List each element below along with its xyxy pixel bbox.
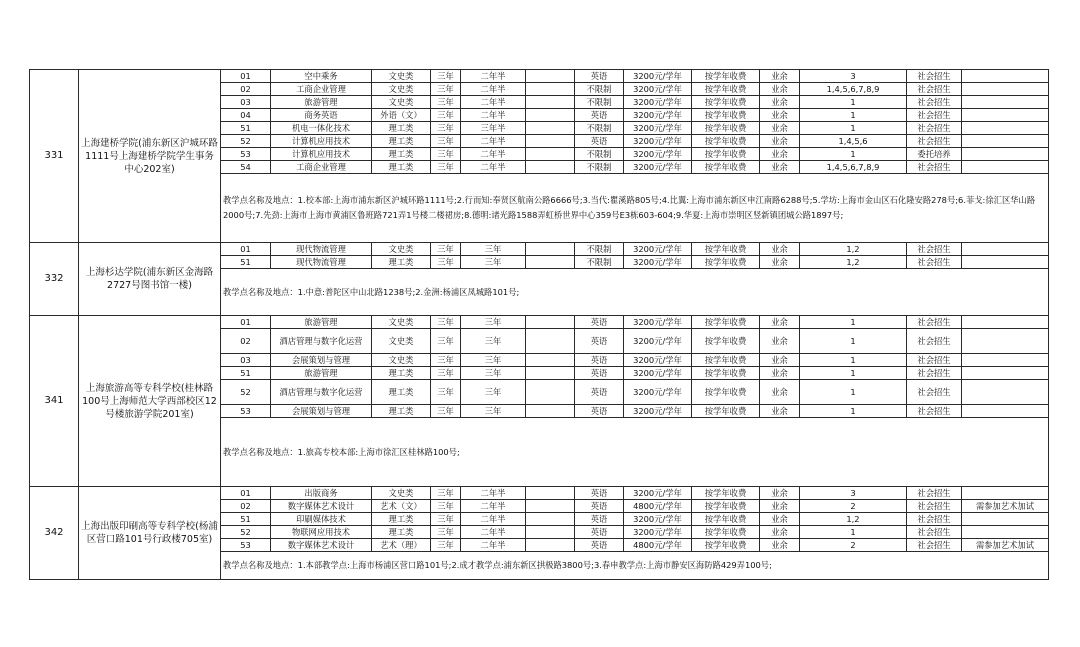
remark [962, 148, 1049, 161]
remark [962, 256, 1049, 269]
program-no: 53 [221, 148, 271, 161]
remark [962, 526, 1049, 539]
major-name: 机电一体化技术 [271, 122, 372, 135]
tuition: 3200元/学年 [624, 148, 692, 161]
program-row [30, 243, 1049, 256]
fee-mode: 按学年收费 [692, 96, 760, 109]
program-no: 03 [221, 96, 271, 109]
tuition: 3200元/学年 [624, 70, 692, 83]
fee-mode: 按学年收费 [692, 83, 760, 96]
fee-mode: 按学年收费 [692, 367, 760, 380]
program-no: 54 [221, 161, 271, 174]
enroll-type: 社会招生 [907, 526, 962, 539]
subject-category: 理工类 [372, 135, 431, 148]
study-form: 业余 [760, 500, 800, 513]
study-length: 三年 [461, 329, 526, 354]
tuition: 3200元/学年 [624, 243, 692, 256]
language: 不限制 [575, 148, 624, 161]
tuition: 3200元/学年 [624, 380, 692, 405]
blank-cell [526, 148, 575, 161]
blank-cell [526, 135, 575, 148]
language: 英语 [575, 109, 624, 122]
fee-mode: 按学年收费 [692, 500, 760, 513]
study-length: 三年 [461, 380, 526, 405]
study-form: 业余 [760, 148, 800, 161]
study-length: 二年半 [461, 109, 526, 122]
language: 不限制 [575, 96, 624, 109]
study-form: 业余 [760, 354, 800, 367]
remark [962, 96, 1049, 109]
major-name: 数字媒体艺术设计 [271, 500, 372, 513]
teaching-site: 1 [800, 148, 907, 161]
blank-cell [526, 83, 575, 96]
subject-category: 文史类 [372, 83, 431, 96]
tuition: 3200元/学年 [624, 161, 692, 174]
duration: 三年 [431, 109, 461, 122]
remark [962, 405, 1049, 418]
study-form: 业余 [760, 161, 800, 174]
teaching-site: 3 [800, 70, 907, 83]
teaching-site: 2 [800, 500, 907, 513]
duration: 三年 [431, 135, 461, 148]
enroll-type: 社会招生 [907, 316, 962, 329]
remark [962, 329, 1049, 354]
school-code: 332 [30, 243, 79, 316]
tuition: 3200元/学年 [624, 135, 692, 148]
enroll-type: 社会招生 [907, 243, 962, 256]
language: 不限制 [575, 83, 624, 96]
study-form: 业余 [760, 526, 800, 539]
major-name: 工商企业管理 [271, 83, 372, 96]
remark [962, 135, 1049, 148]
study-length: 二年半 [461, 513, 526, 526]
major-name: 会展策划与管理 [271, 405, 372, 418]
subject-category: 文史类 [372, 70, 431, 83]
school-code: 341 [30, 316, 79, 487]
fee-mode: 按学年收费 [692, 256, 760, 269]
fee-mode: 按学年收费 [692, 243, 760, 256]
major-name: 酒店管理与数字化运营 [271, 380, 372, 405]
study-length: 三年 [461, 367, 526, 380]
school-name: 上海建桥学院(浦东新区沪城环路1111号上海建桥学院学生事务中心202室) [79, 70, 221, 243]
language: 英语 [575, 539, 624, 552]
teaching-site: 3 [800, 487, 907, 500]
fee-mode: 按学年收费 [692, 526, 760, 539]
tuition: 3200元/学年 [624, 83, 692, 96]
subject-category: 外语（文） [372, 109, 431, 122]
enroll-type: 委托培养 [907, 148, 962, 161]
subject-category: 理工类 [372, 148, 431, 161]
subject-category: 文史类 [372, 354, 431, 367]
study-form: 业余 [760, 513, 800, 526]
subject-category: 文史类 [372, 96, 431, 109]
language: 英语 [575, 367, 624, 380]
program-no: 03 [221, 354, 271, 367]
blank-cell [526, 354, 575, 367]
language: 不限制 [575, 243, 624, 256]
enroll-type: 社会招生 [907, 83, 962, 96]
study-form: 业余 [760, 109, 800, 122]
study-form: 业余 [760, 367, 800, 380]
language: 英语 [575, 354, 624, 367]
tuition: 3200元/学年 [624, 405, 692, 418]
language: 英语 [575, 135, 624, 148]
study-form: 业余 [760, 96, 800, 109]
study-form: 业余 [760, 539, 800, 552]
blank-cell [526, 539, 575, 552]
blank-cell [526, 316, 575, 329]
language: 英语 [575, 500, 624, 513]
remark [962, 83, 1049, 96]
teaching-sites-note: 教学点名称及地点：1.旅高专校本部:上海市徐汇区桂林路100号; [221, 418, 1049, 487]
study-length: 二年半 [461, 500, 526, 513]
duration: 三年 [431, 539, 461, 552]
program-no: 53 [221, 405, 271, 418]
tuition: 3200元/学年 [624, 256, 692, 269]
subject-category: 理工类 [372, 122, 431, 135]
program-no: 51 [221, 367, 271, 380]
program-no: 02 [221, 329, 271, 354]
study-form: 业余 [760, 405, 800, 418]
program-no: 51 [221, 256, 271, 269]
blank-cell [526, 329, 575, 354]
major-name: 旅游管理 [271, 367, 372, 380]
remark [962, 513, 1049, 526]
subject-category: 理工类 [372, 161, 431, 174]
teaching-sites-note: 教学点名称及地点：1.本部教学点:上海市杨浦区营口路101号;2.成才教学点:浦东新区拱极路3800号;3.春申教学点:上海市静安区海防路429弄100号; [221, 552, 1049, 580]
study-length: 二年半 [461, 83, 526, 96]
program-no: 02 [221, 500, 271, 513]
program-no: 02 [221, 83, 271, 96]
blank-cell [526, 367, 575, 380]
blank-cell [526, 256, 575, 269]
fee-mode: 按学年收费 [692, 405, 760, 418]
program-no: 51 [221, 513, 271, 526]
tuition: 3200元/学年 [624, 354, 692, 367]
enroll-type: 社会招生 [907, 122, 962, 135]
remark: 需参加艺术加试 [962, 539, 1049, 552]
study-length: 三年 [461, 256, 526, 269]
duration: 三年 [431, 83, 461, 96]
fee-mode: 按学年收费 [692, 539, 760, 552]
school-name: 上海旅游高等专科学校(桂林路100号上海师范大学西部校区12号楼旅游学院201室) [79, 316, 221, 487]
duration: 三年 [431, 367, 461, 380]
teaching-sites-note: 教学点名称及地点：1.中意:普陀区中山北路1238号;2.金洲:杨浦区凤城路101号; [221, 269, 1049, 316]
program-no: 52 [221, 380, 271, 405]
duration: 三年 [431, 487, 461, 500]
language: 英语 [575, 487, 624, 500]
major-name: 数字媒体艺术设计 [271, 539, 372, 552]
duration: 三年 [431, 329, 461, 354]
major-name: 现代物流管理 [271, 243, 372, 256]
subject-category: 理工类 [372, 526, 431, 539]
duration: 三年 [431, 316, 461, 329]
fee-mode: 按学年收费 [692, 354, 760, 367]
school-code: 331 [30, 70, 79, 243]
blank-cell [526, 487, 575, 500]
subject-category: 理工类 [372, 367, 431, 380]
enroll-type: 社会招生 [907, 70, 962, 83]
teaching-site: 1,4,5,6 [800, 135, 907, 148]
major-name: 酒店管理与数字化运营 [271, 329, 372, 354]
major-name: 现代物流管理 [271, 256, 372, 269]
teaching-sites-note: 教学点名称及地点：1.校本部:上海市浦东新区沪城环路1111号;2.行而知:奉贤区航南公路6666号;3.当代:瞿溪路805号;4.比翼:上海市浦东新区申江南路6288号;5.学坊:上海市金山区石化隆安路278号;6.菲戈:徐汇区华山路2000号;7.先劲:上海市上海市黄浦区鲁班路721弄1号楼二楼裙房;8.德明:诸光路1588弄虹桥世界中心359号E3栋603-604;9.华夏:上海市崇明区竖新镇团城公路1897号; [221, 174, 1049, 243]
duration: 三年 [431, 256, 461, 269]
study-length: 二年半 [461, 539, 526, 552]
subject-category: 艺术（文） [372, 500, 431, 513]
subject-category: 理工类 [372, 405, 431, 418]
program-no: 52 [221, 526, 271, 539]
fee-mode: 按学年收费 [692, 109, 760, 122]
fee-mode: 按学年收费 [692, 161, 760, 174]
enroll-type: 社会招生 [907, 161, 962, 174]
enroll-type: 社会招生 [907, 367, 962, 380]
subject-category: 文史类 [372, 243, 431, 256]
fee-mode: 按学年收费 [692, 122, 760, 135]
teaching-site: 1 [800, 316, 907, 329]
enroll-type: 社会招生 [907, 487, 962, 500]
fee-mode: 按学年收费 [692, 513, 760, 526]
blank-cell [526, 380, 575, 405]
enroll-type: 社会招生 [907, 380, 962, 405]
remark [962, 70, 1049, 83]
subject-category: 文史类 [372, 487, 431, 500]
enroll-type: 社会招生 [907, 539, 962, 552]
teaching-site: 1 [800, 526, 907, 539]
study-length: 二年半 [461, 96, 526, 109]
study-form: 业余 [760, 380, 800, 405]
study-form: 业余 [760, 256, 800, 269]
study-form: 业余 [760, 70, 800, 83]
study-length: 三年 [461, 405, 526, 418]
duration: 三年 [431, 70, 461, 83]
duration: 三年 [431, 380, 461, 405]
major-name: 空中乘务 [271, 70, 372, 83]
tuition: 3200元/学年 [624, 316, 692, 329]
program-no: 04 [221, 109, 271, 122]
study-form: 业余 [760, 487, 800, 500]
school-name: 上海杉达学院(浦东新区金海路2727号图书馆一楼) [79, 243, 221, 316]
major-name: 旅游管理 [271, 316, 372, 329]
teaching-site: 1,4,5,6,7,8,9 [800, 83, 907, 96]
blank-cell [526, 513, 575, 526]
language: 英语 [575, 329, 624, 354]
tuition: 3200元/学年 [624, 109, 692, 122]
blank-cell [526, 161, 575, 174]
study-length: 二年半 [461, 70, 526, 83]
subject-category: 文史类 [372, 316, 431, 329]
program-no: 01 [221, 70, 271, 83]
study-form: 业余 [760, 243, 800, 256]
study-form: 业余 [760, 122, 800, 135]
enrollment-table [29, 69, 1049, 580]
fee-mode: 按学年收费 [692, 329, 760, 354]
blank-cell [526, 109, 575, 122]
major-name: 出版商务 [271, 487, 372, 500]
language: 英语 [575, 70, 624, 83]
duration: 三年 [431, 500, 461, 513]
duration: 三年 [431, 405, 461, 418]
enroll-type: 社会招生 [907, 135, 962, 148]
remark [962, 243, 1049, 256]
language: 不限制 [575, 161, 624, 174]
teaching-site: 1 [800, 367, 907, 380]
program-row [30, 70, 1049, 83]
language: 英语 [575, 526, 624, 539]
program-row [30, 487, 1049, 500]
enroll-type: 社会招生 [907, 96, 962, 109]
school-code: 342 [30, 487, 79, 580]
program-row [30, 316, 1049, 329]
enroll-type: 社会招生 [907, 405, 962, 418]
teaching-site: 1 [800, 96, 907, 109]
subject-category: 理工类 [372, 380, 431, 405]
program-no: 51 [221, 122, 271, 135]
study-length: 三年半 [461, 122, 526, 135]
duration: 三年 [431, 513, 461, 526]
study-form: 业余 [760, 329, 800, 354]
study-length: 三年 [461, 354, 526, 367]
language: 英语 [575, 316, 624, 329]
remark: 需参加艺术加试 [962, 500, 1049, 513]
remark [962, 316, 1049, 329]
major-name: 印刷媒体技术 [271, 513, 372, 526]
blank-cell [526, 122, 575, 135]
teaching-site: 1,2 [800, 243, 907, 256]
study-length: 二年半 [461, 148, 526, 161]
teaching-site: 2 [800, 539, 907, 552]
teaching-site: 1 [800, 354, 907, 367]
tuition: 3200元/学年 [624, 329, 692, 354]
remark [962, 487, 1049, 500]
duration: 三年 [431, 96, 461, 109]
remark [962, 122, 1049, 135]
program-no: 01 [221, 243, 271, 256]
language: 不限制 [575, 256, 624, 269]
enroll-type: 社会招生 [907, 329, 962, 354]
study-form: 业余 [760, 316, 800, 329]
enroll-type: 社会招生 [907, 513, 962, 526]
remark [962, 380, 1049, 405]
blank-cell [526, 500, 575, 513]
major-name: 计算机应用技术 [271, 135, 372, 148]
subject-category: 理工类 [372, 513, 431, 526]
study-length: 三年 [461, 243, 526, 256]
language: 英语 [575, 513, 624, 526]
study-form: 业余 [760, 83, 800, 96]
teaching-site: 1 [800, 405, 907, 418]
tuition: 4800元/学年 [624, 500, 692, 513]
language: 不限制 [575, 122, 624, 135]
tuition: 3200元/学年 [624, 526, 692, 539]
teaching-site: 1 [800, 329, 907, 354]
duration: 三年 [431, 148, 461, 161]
teaching-site: 1,4,5,6,7,8,9 [800, 161, 907, 174]
enroll-type: 社会招生 [907, 500, 962, 513]
duration: 三年 [431, 122, 461, 135]
program-no: 01 [221, 487, 271, 500]
study-form: 业余 [760, 135, 800, 148]
tuition: 3200元/学年 [624, 367, 692, 380]
study-length: 二年半 [461, 526, 526, 539]
study-length: 二年半 [461, 135, 526, 148]
fee-mode: 按学年收费 [692, 70, 760, 83]
enroll-type: 社会招生 [907, 354, 962, 367]
major-name: 物联网应用技术 [271, 526, 372, 539]
tuition: 3200元/学年 [624, 513, 692, 526]
study-length: 二年半 [461, 161, 526, 174]
blank-cell [526, 405, 575, 418]
remark [962, 367, 1049, 380]
language: 英语 [575, 405, 624, 418]
subject-category: 理工类 [372, 256, 431, 269]
teaching-site: 1,2 [800, 256, 907, 269]
tuition: 3200元/学年 [624, 96, 692, 109]
enroll-type: 社会招生 [907, 109, 962, 122]
fee-mode: 按学年收费 [692, 148, 760, 161]
study-length: 二年半 [461, 487, 526, 500]
major-name: 商务英语 [271, 109, 372, 122]
program-no: 53 [221, 539, 271, 552]
teaching-site: 1 [800, 109, 907, 122]
program-no: 01 [221, 316, 271, 329]
duration: 三年 [431, 243, 461, 256]
teaching-site: 1 [800, 122, 907, 135]
school-name: 上海出版印刷高等专科学校(杨浦区营口路101号行政楼705室) [79, 487, 221, 580]
tuition: 3200元/学年 [624, 487, 692, 500]
teaching-site: 1,2 [800, 513, 907, 526]
subject-category: 艺术（理） [372, 539, 431, 552]
fee-mode: 按学年收费 [692, 380, 760, 405]
blank-cell [526, 70, 575, 83]
major-name: 工商企业管理 [271, 161, 372, 174]
enroll-type: 社会招生 [907, 256, 962, 269]
major-name: 会展策划与管理 [271, 354, 372, 367]
duration: 三年 [431, 161, 461, 174]
fee-mode: 按学年收费 [692, 487, 760, 500]
study-length: 三年 [461, 316, 526, 329]
fee-mode: 按学年收费 [692, 135, 760, 148]
remark [962, 109, 1049, 122]
tuition: 3200元/学年 [624, 122, 692, 135]
blank-cell [526, 96, 575, 109]
teaching-site: 1 [800, 380, 907, 405]
major-name: 旅游管理 [271, 96, 372, 109]
blank-cell [526, 526, 575, 539]
subject-category: 文史类 [372, 329, 431, 354]
duration: 三年 [431, 354, 461, 367]
major-name: 计算机应用技术 [271, 148, 372, 161]
language: 英语 [575, 380, 624, 405]
duration: 三年 [431, 526, 461, 539]
fee-mode: 按学年收费 [692, 316, 760, 329]
remark [962, 354, 1049, 367]
blank-cell [526, 243, 575, 256]
remark [962, 161, 1049, 174]
tuition: 4800元/学年 [624, 539, 692, 552]
program-no: 52 [221, 135, 271, 148]
